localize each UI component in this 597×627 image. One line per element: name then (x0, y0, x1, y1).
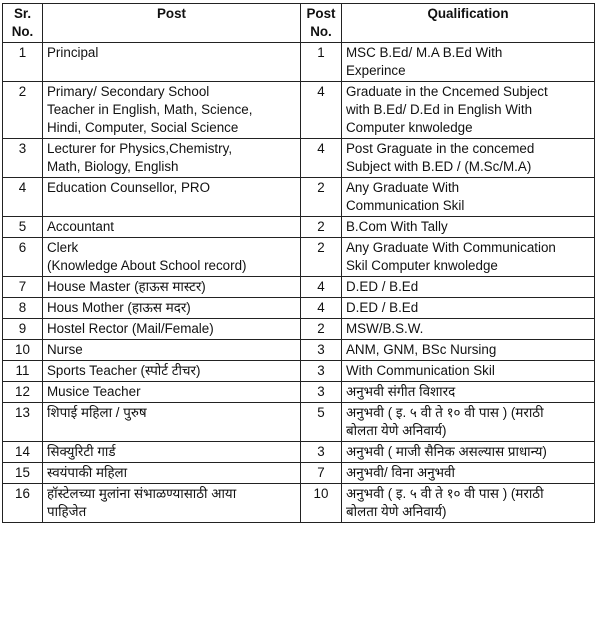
cell-sr-no: 6 (3, 238, 43, 277)
table-row (3, 403, 595, 442)
cell-post (43, 442, 301, 463)
qualification-line: MSW/B.S.W. (346, 321, 424, 336)
cell-post-count: 10 (301, 484, 342, 523)
post-line: Hostel Rector (Mail/Female) (47, 321, 214, 336)
qualification-line: अनुभवी ( माजी सैनिक असल्यास प्राधान्य) (346, 444, 547, 459)
post-line: Hindi, Computer, Social Science (47, 120, 239, 135)
post-line: Nurse (47, 342, 83, 357)
table-row (3, 82, 595, 139)
cell-post-count: 4 (301, 139, 342, 178)
cell-qualification (342, 82, 595, 139)
cell-sr-no: 13 (3, 403, 43, 442)
cell-post-count: 3 (301, 361, 342, 382)
cell-sr-no: 15 (3, 463, 43, 484)
post-line: पाहिजेत (47, 504, 87, 519)
table-row (3, 484, 595, 523)
table-row (3, 217, 595, 238)
cell-qualification (342, 43, 595, 82)
header-post-no (301, 4, 342, 43)
cell-post (43, 298, 301, 319)
cell-post (43, 463, 301, 484)
post-line: Clerk (47, 240, 79, 255)
cell-sr-no: 16 (3, 484, 43, 523)
table-row (3, 178, 595, 217)
header-sr-line1: Sr. (13, 6, 32, 21)
cell-qualification (342, 382, 595, 403)
cell-sr-no: 1 (3, 43, 43, 82)
cell-post-count: 7 (301, 463, 342, 484)
table-row (3, 442, 595, 463)
cell-post (43, 217, 301, 238)
qualification-line: बोलता येणे अनिवार्य) (346, 504, 447, 519)
cell-sr-no: 11 (3, 361, 43, 382)
qualification-line: ANM, GNM, BSc Nursing (346, 342, 497, 357)
qualification-line: Graduate in the Cncemed Subject (346, 84, 548, 99)
table-body (3, 43, 595, 523)
qualification-line: D.ED / B.Ed (346, 279, 419, 294)
cell-post (43, 139, 301, 178)
cell-qualification (342, 178, 595, 217)
qualification-line: Any Graduate With (346, 180, 460, 195)
cell-qualification (342, 139, 595, 178)
table-row (3, 277, 595, 298)
cell-post (43, 361, 301, 382)
cell-qualification (342, 463, 595, 484)
header-sr-no (3, 4, 43, 43)
cell-sr-no: 9 (3, 319, 43, 340)
post-line: Teacher in English, Math, Science, (47, 102, 253, 117)
table-header-row (3, 4, 595, 43)
cell-post (43, 43, 301, 82)
header-post-no-line2: No. (310, 24, 332, 39)
cell-qualification (342, 238, 595, 277)
cell-sr-no: 14 (3, 442, 43, 463)
cell-sr-no: 5 (3, 217, 43, 238)
cell-post (43, 82, 301, 139)
table-row (3, 382, 595, 403)
qualification-line: Communication Skil (346, 198, 465, 213)
cell-post-count: 3 (301, 382, 342, 403)
cell-sr-no: 4 (3, 178, 43, 217)
cell-qualification (342, 403, 595, 442)
cell-post (43, 319, 301, 340)
table-row (3, 340, 595, 361)
post-line: Primary/ Secondary School (47, 84, 210, 99)
qualification-line: बोलता येणे अनिवार्य) (346, 423, 447, 438)
table-row (3, 361, 595, 382)
cell-sr-no: 3 (3, 139, 43, 178)
cell-sr-no: 7 (3, 277, 43, 298)
recruitment-table (2, 3, 595, 523)
cell-post-count: 5 (301, 403, 342, 442)
cell-qualification (342, 298, 595, 319)
cell-qualification (342, 340, 595, 361)
post-line: सिक्युरिटी गार्ड (47, 444, 116, 459)
table-row (3, 139, 595, 178)
cell-post (43, 403, 301, 442)
cell-post-count: 2 (301, 238, 342, 277)
qualification-line: Experince (346, 63, 406, 78)
qualification-line: अनुभवी ( इ. ५ वी ते १० वी पास ) (मराठी (346, 486, 544, 501)
post-line: Hous Mother (हाऊस मदर) (47, 300, 191, 315)
cell-sr-no: 8 (3, 298, 43, 319)
cell-post-count: 3 (301, 340, 342, 361)
post-line: Math, Biology, English (47, 159, 179, 174)
qualification-line: Computer knwoledge (346, 120, 473, 135)
header-sr-line2: No. (11, 24, 34, 39)
post-line: Accountant (47, 219, 114, 234)
qualification-line: with B.Ed/ D.Ed in English With (346, 102, 533, 117)
cell-post (43, 382, 301, 403)
qualification-line: अनुभवी/ विना अनुभवी (346, 465, 455, 480)
cell-qualification (342, 217, 595, 238)
cell-post (43, 178, 301, 217)
post-line: शिपाई महिला / पुरुष (47, 405, 147, 420)
post-line: (Knowledge About School record) (47, 258, 247, 273)
cell-qualification (342, 277, 595, 298)
table-row (3, 43, 595, 82)
table-row (3, 463, 595, 484)
cell-qualification (342, 319, 595, 340)
cell-post (43, 277, 301, 298)
qualification-line: अनुभवी संगीत विशारद (346, 384, 456, 399)
qualification-line: Skil Computer knwoledge (346, 258, 498, 273)
header-qualification: Qualification (342, 4, 595, 43)
post-line: Sports Teacher (स्पोर्ट टीचर) (47, 363, 201, 378)
cell-post-count: 2 (301, 319, 342, 340)
qualification-line: Post Graguate in the concemed (346, 141, 535, 156)
cell-qualification (342, 361, 595, 382)
cell-post-count: 2 (301, 178, 342, 217)
cell-post (43, 340, 301, 361)
header-post: Post (43, 4, 301, 43)
post-line: हॉस्टेलच्या मुलांना संभाळण्यासाठी आया (47, 486, 237, 501)
cell-qualification (342, 484, 595, 523)
cell-post (43, 238, 301, 277)
qualification-line: MSC B.Ed/ M.A B.Ed With (346, 45, 503, 60)
cell-post-count: 3 (301, 442, 342, 463)
qualification-line: Any Graduate With Communication (346, 240, 556, 255)
post-line: Education Counsellor, PRO (47, 180, 211, 195)
qualification-line: With Communication Skil (346, 363, 495, 378)
cell-post-count: 4 (301, 277, 342, 298)
cell-qualification (342, 442, 595, 463)
table-row (3, 319, 595, 340)
cell-post-count: 4 (301, 82, 342, 139)
qualification-line: B.Com With Tally (346, 219, 448, 234)
cell-post (43, 484, 301, 523)
cell-sr-no: 10 (3, 340, 43, 361)
cell-post-count: 1 (301, 43, 342, 82)
qualification-line: अनुभवी ( इ. ५ वी ते १० वी पास ) (मराठी (346, 405, 544, 420)
qualification-line: D.ED / B.Ed (346, 300, 419, 315)
post-line: Principal (47, 45, 99, 60)
cell-post-count: 2 (301, 217, 342, 238)
post-line: Lecturer for Physics,Chemistry, (47, 141, 233, 156)
table-row (3, 298, 595, 319)
header-post-no-line1: Post (306, 6, 336, 21)
post-line: House Master (हाऊस मास्टर) (47, 279, 206, 294)
cell-sr-no: 2 (3, 82, 43, 139)
recruitment-table-container (2, 3, 594, 523)
qualification-line: Subject with B.ED / (M.Sc/M.A) (346, 159, 532, 174)
table-row (3, 238, 595, 277)
cell-post-count: 4 (301, 298, 342, 319)
post-line: स्वयंपाकी महिला (47, 465, 128, 480)
cell-sr-no: 12 (3, 382, 43, 403)
post-line: Musice Teacher (47, 384, 141, 399)
